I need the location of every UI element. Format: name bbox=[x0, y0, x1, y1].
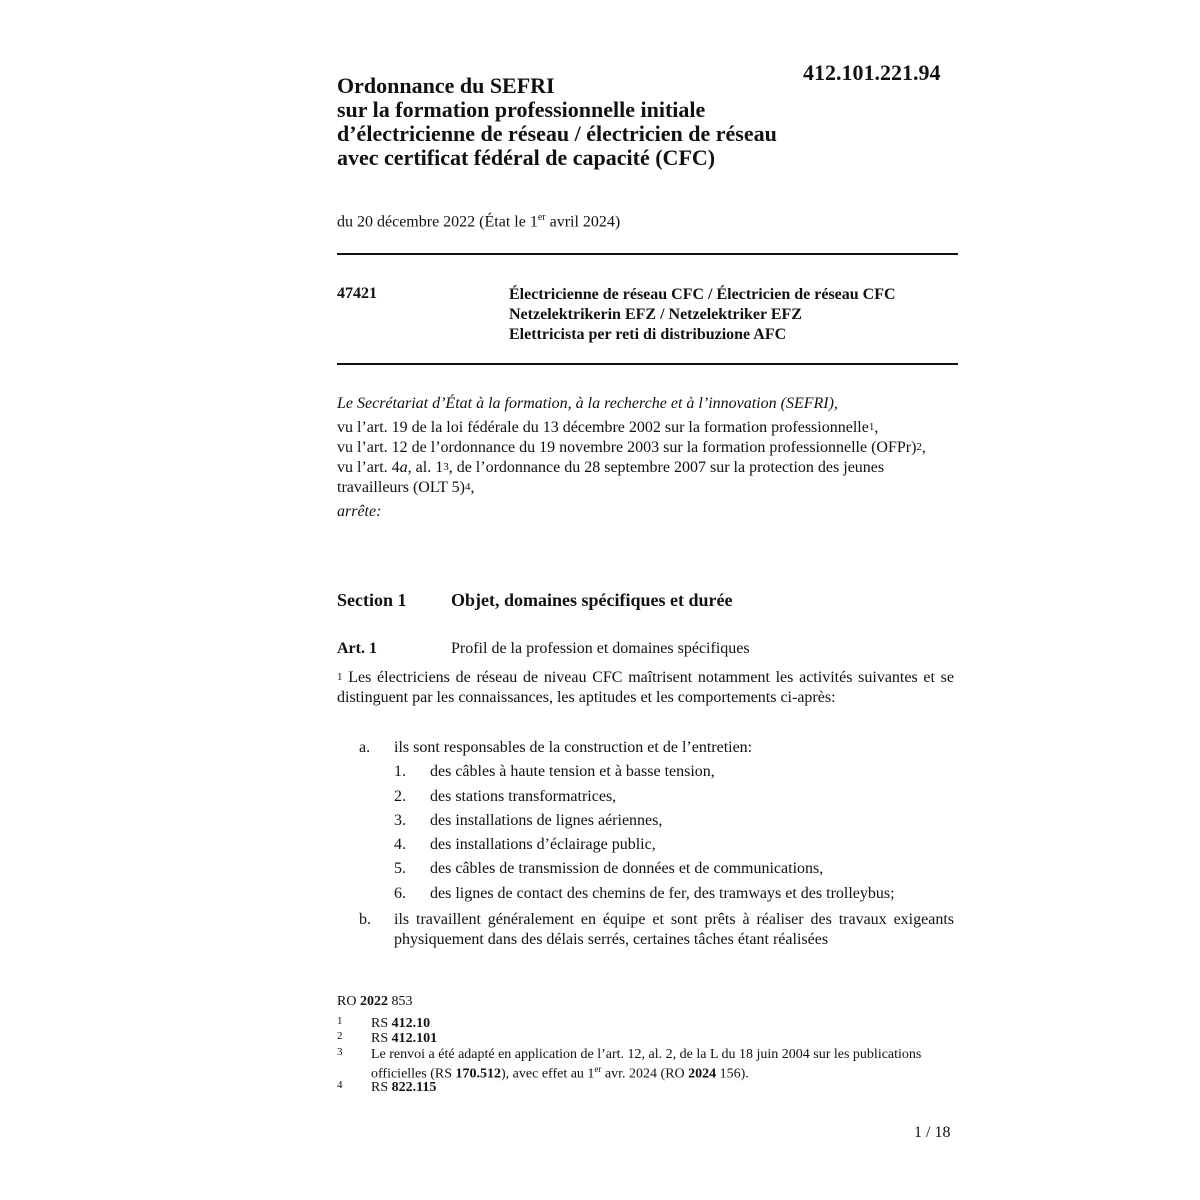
decree: arrête: bbox=[337, 503, 382, 520]
legal-basis-text: vu l’art. 12 de l’ordonnance du 19 novembre 2003 sur la formation professionnelle (OFPr) bbox=[337, 439, 917, 456]
footnote-rs: 412.10 bbox=[391, 1016, 431, 1031]
footnote-text bbox=[371, 1031, 957, 1046]
legal-basis-text: vu l’art. 4 bbox=[337, 459, 400, 476]
sub-list-number: 4. bbox=[394, 836, 406, 853]
issuing-authority: Le Secrétariat d’État à la formation, à la recherche et à l’innovation (SEFRI), bbox=[337, 395, 838, 412]
footnote-rs: 822.115 bbox=[391, 1080, 437, 1095]
paragraph-number: 1 bbox=[337, 671, 343, 683]
footnote-text bbox=[371, 1047, 957, 1082]
footnote-prefix: RS bbox=[371, 1016, 392, 1031]
divider bbox=[337, 363, 958, 365]
footnote-number: 2 bbox=[337, 1030, 343, 1042]
footnote-ref[interactable]: 4 bbox=[464, 481, 471, 493]
footnote-text bbox=[371, 1016, 957, 1031]
profession-code: 47421 bbox=[337, 285, 377, 302]
legal-basis bbox=[337, 438, 959, 458]
legal-basis-text: , de l’ordonnance du 28 septembre 2007 sur la protection des jeunes travailleurs (OLT 5) bbox=[337, 459, 885, 496]
footnote-prefix: RS bbox=[371, 1031, 392, 1046]
footnote-part: 156). bbox=[716, 1066, 749, 1082]
footnote-number: 4 bbox=[337, 1079, 343, 1091]
date-line bbox=[337, 212, 620, 231]
footnote-ref[interactable]: 1 bbox=[868, 421, 875, 433]
paragraph-text: Les électriciens de réseau de niveau CFC maîtrisent notamment les activités suivantes et se distinguent par les connaissances, les aptitudes et les comportements ci-après: bbox=[337, 669, 955, 706]
sub-list-number: 5. bbox=[394, 860, 406, 877]
section-number: Section 1 bbox=[337, 590, 407, 610]
legal-basis bbox=[337, 418, 959, 438]
punctuation: , bbox=[921, 439, 926, 456]
profession-name: Netzelektrikerin EFZ / Netzelektriker EFZ bbox=[509, 306, 802, 323]
sub-list-text: des installations d’éclairage public, bbox=[430, 836, 656, 853]
date-suffix: avril 2024) bbox=[545, 213, 621, 231]
title-line: sur la formation professionnelle initiale bbox=[337, 97, 706, 122]
sub-list-number: 1. bbox=[394, 763, 406, 780]
profession-names bbox=[509, 285, 896, 345]
footnote-sup: er bbox=[594, 1064, 602, 1074]
sub-list-text: des câbles à haute tension et à basse tension, bbox=[430, 763, 715, 780]
footnote-number: 3 bbox=[337, 1046, 343, 1058]
footnote-number: 1 bbox=[337, 1015, 343, 1027]
official-collection-ref bbox=[337, 994, 412, 1010]
legal-basis bbox=[337, 458, 959, 498]
legal-basis-text: vu l’art. 19 de la loi fédérale du 13 décembre 2002 sur la formation professionnelle bbox=[337, 419, 869, 436]
paragraph bbox=[337, 668, 954, 708]
profession-name: Électricienne de réseau CFC / Électricien de réseau CFC bbox=[509, 286, 896, 303]
section-heading bbox=[337, 590, 733, 611]
footnote-prefix: RS bbox=[371, 1080, 392, 1095]
sub-list-number: 6. bbox=[394, 885, 406, 902]
legal-basis-text: , al. 1 bbox=[407, 459, 444, 476]
profession-name: Elettricista per reti di distribuzione AFC bbox=[509, 326, 787, 343]
list-text: ils sont responsables de la construction et de l’entretien: bbox=[394, 739, 753, 756]
list-letter: a. bbox=[359, 739, 371, 756]
ro-prefix: RO bbox=[337, 994, 360, 1009]
footnote-ro-year: 2024 bbox=[688, 1066, 717, 1082]
legal-basis-italic: a bbox=[399, 459, 408, 476]
footnote-rs: 412.101 bbox=[391, 1031, 438, 1046]
footnote-rs: 170.512 bbox=[455, 1066, 502, 1082]
article-title: Profil de la profession et domaines spécifiques bbox=[451, 640, 750, 657]
sub-list-number: 3. bbox=[394, 812, 406, 829]
ro-page: 853 bbox=[387, 994, 413, 1009]
page-number: 1 / 18 bbox=[914, 1124, 951, 1141]
article-number: Art. 1 bbox=[337, 640, 377, 657]
date-sup: er bbox=[537, 212, 546, 223]
title-line: Ordonnance du SEFRI bbox=[337, 73, 555, 98]
footnote-part: avr. 2024 (RO bbox=[601, 1066, 689, 1082]
footnote-text bbox=[371, 1080, 957, 1095]
document-title bbox=[337, 74, 857, 170]
sub-list-number: 2. bbox=[394, 788, 406, 805]
divider bbox=[337, 253, 958, 255]
sub-list-text: des stations transformatrices, bbox=[430, 788, 617, 805]
section-title: Objet, domaines spécifiques et durée bbox=[451, 590, 733, 610]
article-heading bbox=[337, 640, 750, 658]
sub-list-text: des lignes de contact des chemins de fer, des tramways et des trolleybus; bbox=[430, 885, 895, 902]
ro-year: 2022 bbox=[359, 994, 388, 1009]
punctuation: , bbox=[470, 479, 475, 496]
date-prefix: du 20 décembre 2022 (État le 1 bbox=[337, 213, 538, 231]
footnote-part: Le renvoi a été adapté en application de l’art. 12, al. 2, de la L du 18 juin 2004 sur les publications officielles (RS bbox=[371, 1047, 922, 1082]
punctuation: , bbox=[874, 419, 879, 436]
sub-list-text: des câbles de transmission de données et de communications, bbox=[430, 860, 824, 877]
list-text: ils travaillent généralement en équipe et sont prêts à réaliser des travaux exigeants physiquement dans des délais serrés, certaines tâches étant réalisées bbox=[394, 911, 954, 948]
title-line: d’électricienne de réseau / électricien de réseau bbox=[337, 121, 777, 146]
footnote-ref[interactable]: 3 bbox=[443, 461, 449, 473]
title-line: avec certificat fédéral de capacité (CFC) bbox=[337, 145, 716, 170]
list-letter: b. bbox=[359, 911, 371, 928]
footnote-part: ), avec effet au 1 bbox=[501, 1066, 595, 1082]
sub-list-text: des installations de lignes aériennes, bbox=[430, 812, 663, 829]
rs-number: 412.101.221.94 bbox=[803, 60, 941, 85]
footnote-ref[interactable]: 2 bbox=[916, 441, 922, 453]
preamble bbox=[337, 394, 959, 522]
